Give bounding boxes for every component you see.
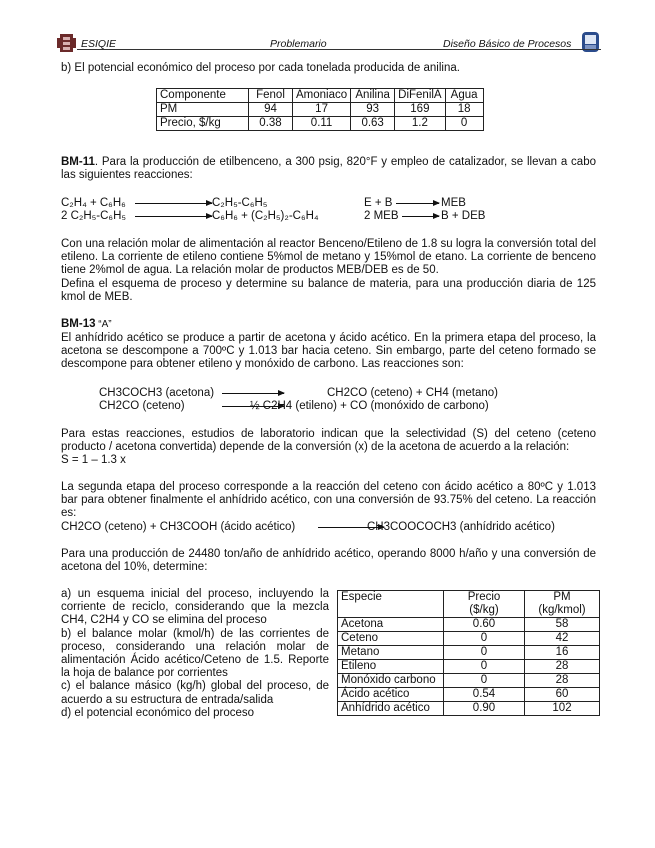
table-cell: 169 (395, 103, 445, 117)
bm11-r1-reactants: C₂H₄ + C₆H₆ (61, 197, 126, 209)
question-b: b) el balance molar (kmol/h) de las corrientes de proceso, considerando una relación molar de alimentación Ácido acético/Ceteno de 1.5. Reporte la hoja de balance por corrientes (61, 627, 329, 680)
species-table (337, 590, 600, 716)
question-d: d) el potencial económico del proceso (61, 706, 255, 719)
header-rule (77, 49, 601, 50)
bm11-r2-products: C₆H₆ + (C₂H₅)₂-C₆H₄ (212, 210, 319, 222)
table-cell: 0.60 (444, 618, 525, 632)
table-cell: 0 (444, 632, 525, 646)
reaction-arrow-icon (396, 203, 439, 204)
table-row (338, 646, 600, 660)
table-cell: 0.63 (351, 117, 395, 131)
table-row (338, 674, 600, 688)
bm13-production: Para una producción de 24480 ton/año de anhídrido acético, operando 8000 h/año y una conversión de acetona del 10%, determine: (61, 548, 596, 574)
header-price-unit: ($/kg) (469, 604, 499, 616)
header-pm: PM (553, 591, 571, 603)
table-cell: 0 (445, 117, 483, 131)
header-course: Diseño Básico de Procesos (443, 38, 572, 50)
bm13-second-stage: La segunda etapa del proceso corresponde a la reacción del ceteno con ácido acético a 80ºC y 1.013 bar para obtener finalmente el anhídrido acético, con una conversión de 93.75% del ceteno. La reacción es: (61, 481, 596, 520)
table-header: DiFenilA (395, 89, 445, 103)
bm13-r2-products: ½ C2H4 (etileno) + CO (monóxido de carbono) (250, 400, 489, 412)
table-cell: Monóxido carbono (338, 674, 444, 688)
bm11-task: Defina el esquema de proceso y determine su balance de materia, para una producción diaria de 125 kmol de MEB. (61, 278, 596, 304)
table-cell: Metano (338, 646, 444, 660)
table-cell: Ceteno (338, 632, 444, 646)
reaction-arrow-icon (222, 406, 284, 407)
table-cell: Etileno (338, 660, 444, 674)
question-c: c) el balance másico (kg/h) global del proceso, de acuerdo a su estructura de entrada/salida (61, 680, 329, 706)
question-a: a) un esquema inicial del proceso, incluyendo la corriente de reciclo, considerando que la mezcla CH4, C2H4 y CO se elimina del proceso (61, 588, 329, 627)
table-cell: 0.11 (293, 117, 351, 131)
table-cell: 0 (444, 674, 525, 688)
bm13-r2-reactants: CH2CO (ceteno) (99, 400, 185, 412)
table-cell: Anhídrido acético (338, 702, 444, 716)
bm11-title: BM-11 (61, 156, 95, 168)
table-cell: 60 (525, 688, 600, 702)
table-row (338, 632, 600, 646)
table-cell: 18 (445, 103, 483, 117)
components-table (156, 88, 484, 131)
table-cell: 0.90 (444, 702, 525, 716)
reaction-arrow-icon (135, 216, 212, 217)
bm13-r3-products: CH3COOCOCH3 (anhídrido acético) (367, 521, 555, 533)
bm13-r3-reactants: CH2CO (ceteno) + CH3COOH (ácido acético) (61, 521, 296, 533)
bm13-tag: “A” (95, 319, 112, 330)
bm11-conditions: Con una relación molar de alimentación al reactor Benceno/Etileno de 1.8 su logra la conversión total del etileno. La corriente de etileno contiene 5%mol de metano y 15%mol de etano. La corriente de benceno tiene 2%mol de agua. La relación molar de productos MEB/DEB es de 50. (61, 238, 596, 277)
table-cell: 1.2 (395, 117, 445, 131)
table-cell: 0 (444, 660, 525, 674)
table-cell: Precio, $/kg (157, 117, 249, 131)
table-header: Anilina (351, 89, 395, 103)
table-header: Fenol (249, 89, 293, 103)
reaction-arrow-icon (318, 527, 384, 528)
table-header: Componente (157, 89, 249, 103)
table-header: Agua (445, 89, 483, 103)
table-cell: Acetona (338, 618, 444, 632)
reaction-arrow-icon (222, 393, 284, 394)
table-cell: 42 (525, 632, 600, 646)
bm11-statement (61, 156, 596, 182)
reaction-arrow-icon (402, 216, 439, 217)
table-row (338, 618, 600, 632)
bm13-selectivity-formula: S = 1 – 1.3 x (61, 454, 126, 466)
table-cell: Ácido acético (338, 688, 444, 702)
table-header-row (338, 591, 600, 618)
bm13-intro: El anhídrido acético se produce a partir de acetona y ácido acético. En la primera etapa del proceso, la acetona se descompone a 700ºC y 1.013 bar hacia ceteno. Sin embargo, parte del ceteno formado se descompone para obtener etileno y monóxido de carbono. Las reacciones son: (61, 332, 596, 371)
bm13-title: BM-13 (61, 318, 96, 330)
header-title: Problemario (270, 38, 327, 50)
table-header-row (157, 89, 484, 103)
page-header (57, 34, 601, 56)
header-price: Precio (467, 591, 501, 603)
table-header: Especie (338, 591, 444, 618)
table-header (444, 591, 525, 618)
table-cell: 0.54 (444, 688, 525, 702)
bm11-r3-products: MEB (441, 197, 466, 209)
table-header (525, 591, 600, 618)
bm11-r4-reactants: 2 MEB (364, 210, 399, 222)
bm11-r1-products: C₂H₅-C₆H₅ (212, 197, 268, 209)
table-cell: 94 (249, 103, 293, 117)
table-header: Amoniaco (293, 89, 351, 103)
table-row (338, 702, 600, 716)
table-cell: 16 (525, 646, 600, 660)
bm11-r4-products: B + DEB (441, 210, 486, 222)
table-row (157, 117, 484, 131)
table-row (338, 688, 600, 702)
header-pm-unit: (kg/kmol) (538, 604, 586, 616)
table-cell: 102 (525, 702, 600, 716)
intro-item-b: b) El potencial económico del proceso por cada tonelada producida de anilina. (61, 62, 460, 74)
table-cell: 0.38 (249, 117, 293, 131)
table-cell: 28 (525, 674, 600, 688)
bm13-r1-reactants: CH3COCH3 (acetona) (99, 387, 215, 399)
ipn-logo-icon (57, 32, 76, 54)
bm13-r1-products: CH2CO (ceteno) + CH4 (metano) (327, 387, 498, 399)
table-cell: 93 (351, 103, 395, 117)
bm13-questions (61, 588, 329, 720)
table-cell: 0 (444, 646, 525, 660)
bm11-r2-reactants: 2 C₂H₅-C₆H₅ (61, 210, 127, 222)
table-cell: 17 (293, 103, 351, 117)
table-cell: 28 (525, 660, 600, 674)
reaction-arrow-icon (135, 203, 212, 204)
bm11-text: . Para la producción de etilbenceno, a 300 psig, 820°F y empleo de catalizador, se llevan a cabo las siguientes reacciones: (61, 156, 596, 182)
header-school: ESIQIE (81, 38, 117, 50)
bm13-selectivity: Para estas reacciones, estudios de laboratorio indican que la selectividad (S) del ceteno (ceteno producto / acetona convertida) depende de la conversión (x) de la acetona de acuerdo a la relación: (61, 428, 596, 454)
bm13-heading (61, 318, 596, 331)
table-cell: 58 (525, 618, 600, 632)
table-cell: PM (157, 103, 249, 117)
table-row (157, 103, 484, 117)
bm11-r3-reactants: E + B (364, 197, 393, 209)
table-row (338, 660, 600, 674)
